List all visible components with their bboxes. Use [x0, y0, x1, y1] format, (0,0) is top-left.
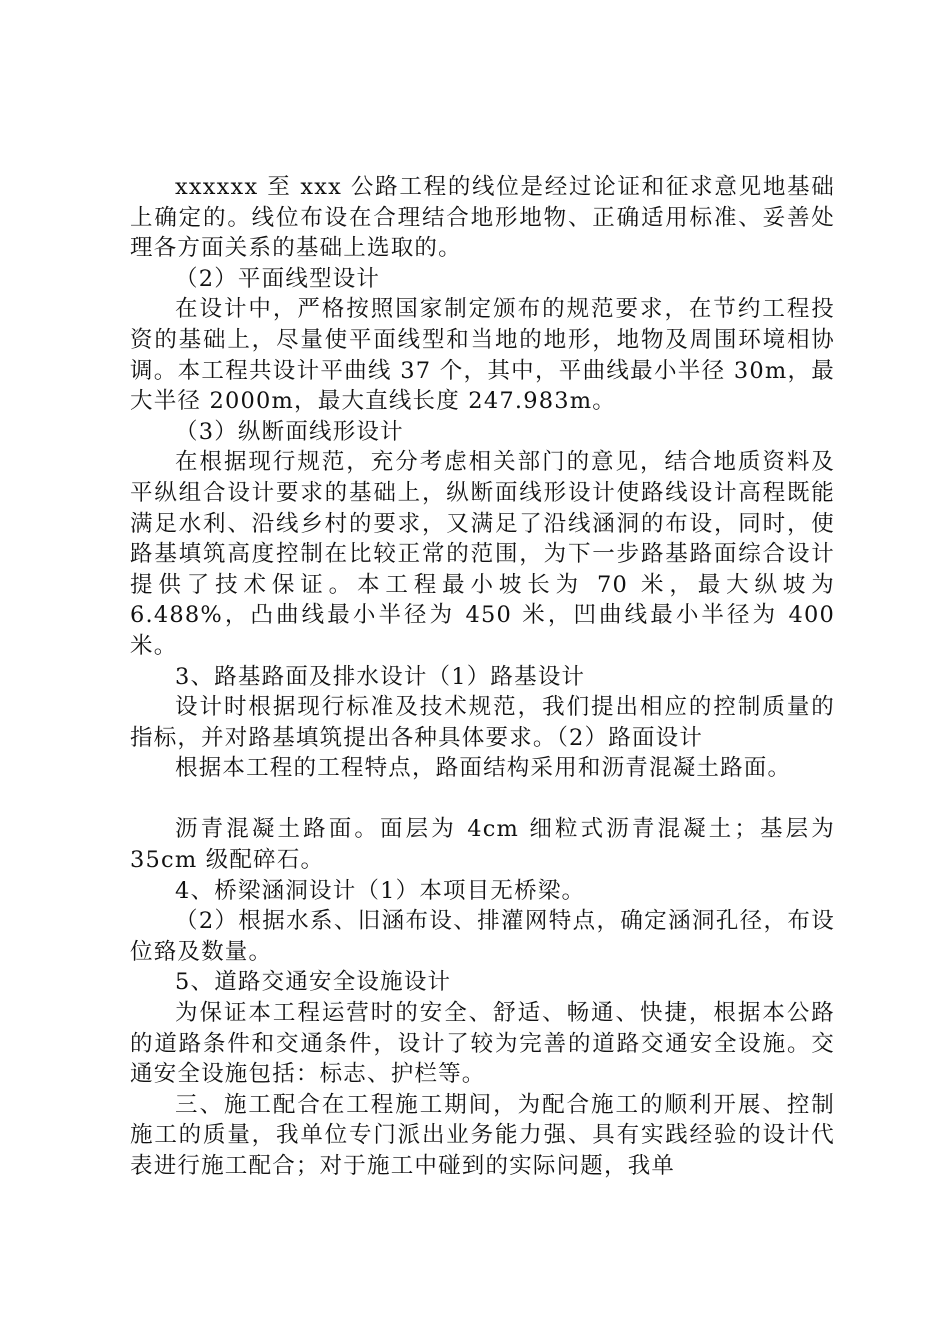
document-body	[130, 172, 835, 1182]
paragraph-construction-cooperation: 三、施工配合在工程施工期间，为配合施工的顺利开展、控制施工的质量，我单位专门派出业务能力强、具有实践经验的设计代表进行施工配合；对于施工中碰到的实际问题，我单	[130, 1091, 835, 1179]
paragraph-asphalt-pavement: 沥青混凝土路面。面层为 4cm 细粒式沥青混凝土；基层为 35cm 级配碎石。	[130, 816, 835, 874]
heading-vertical-alignment: （3）纵断面线形设计	[175, 418, 404, 445]
paragraph-pavement-structure: 根据本工程的工程特点，路面结构采用和沥青混凝土路面。	[175, 755, 792, 782]
paragraph-route-location: xxxxxx 至 xxx 公路工程的线位是经过论证和征求意见地基础上确定的。线位布设在合理结合地形地物、正确适用标准、妥善处理各方面关系的基础上选取的。	[130, 174, 835, 262]
heading-plane-alignment: （2）平面线型设计	[175, 265, 381, 292]
heading-subgrade-drainage: 3、路基路面及排水设计（1）路基设计	[175, 663, 586, 690]
paragraph-subgrade-design: 设计时根据现行标准及技术规范，我们提出相应的控制质量的指标，并对路基填筑提出各种具体要求。（2）路面设计	[130, 694, 835, 751]
paragraph-culvert-layout: （2）根据水系、旧涵布设、排灌网特点，确定涵洞孔径，布设位臵及数量。	[130, 908, 835, 965]
heading-traffic-safety: 5、道路交通安全设施设计	[175, 969, 452, 996]
paragraph-traffic-safety: 为保证本工程运营时的安全、舒适、畅通、快捷，根据本公路的道路条件和交通条件，设计了较为完善的道路交通安全设施。交通安全设施包括：标志、护栏等。	[130, 1000, 835, 1088]
paragraph-vertical-alignment: 在根据现行规范，充分考虑相关部门的意见，结合地质资料及平纵组合设计要求的基础上，纵断面线形设计使路线设计高程既能满足水利、沿线乡村的要求，又满足了沿线涵洞的布设，同时，使路基填筑高度控制在比较正常的范围，为下一步路基路面综合设计提供了技术保证。本工程最小坡长为 70 米，最大纵坡为 6.488%，凸曲线最小半径为 450 米，凹曲线最小半径为 400 米。	[130, 449, 835, 659]
heading-bridge-culvert: 4、桥梁涵洞设计（1）本项目无桥梁。	[175, 877, 586, 904]
paragraph-plane-alignment: 在设计中，严格按照国家制定颁布的规范要求，在节约工程投资的基础上，尽量使平面线型和当地的地形，地物及周围环境相协调。本工程共设计平曲线 37 个，其中，平曲线最小半径 30m，最大半径 2000m，最大直线长度 247.983m。	[130, 296, 835, 415]
